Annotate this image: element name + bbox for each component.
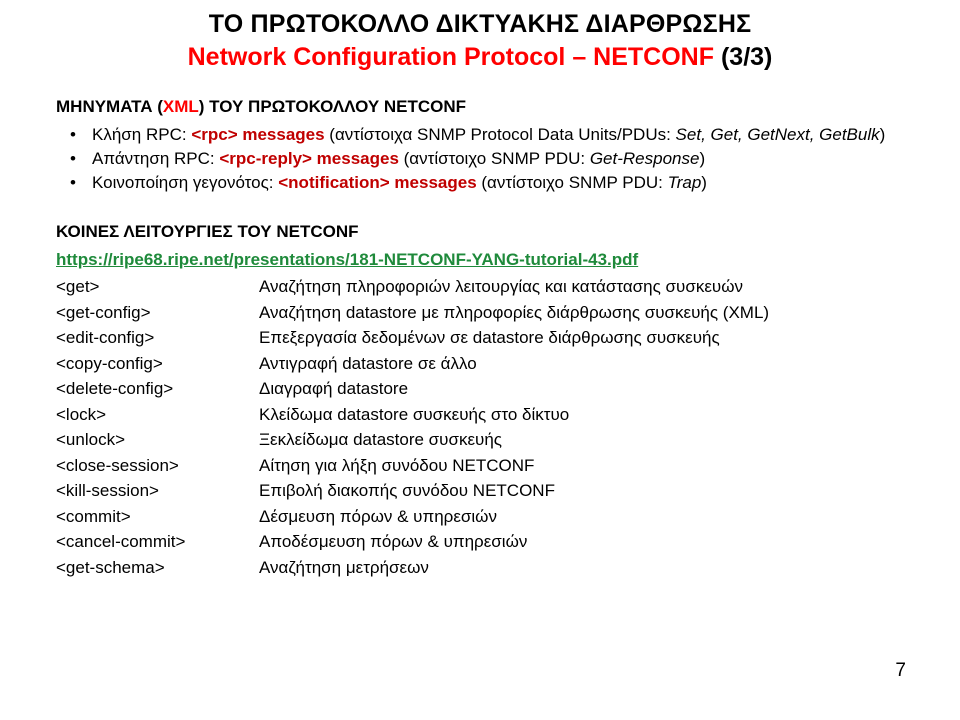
operation-description: Ξεκλείδωμα datastore συσκευής: [259, 430, 502, 449]
messages-heading-xml: XML: [162, 97, 199, 116]
operation-name: <delete-config>: [56, 379, 174, 398]
operation-name: <cancel-commit>: [56, 532, 186, 551]
list-item: [56, 147, 926, 170]
page-number: 7: [895, 660, 906, 681]
title-protocol-name: Network Configuration Protocol – NETCONF: [187, 43, 715, 71]
bullet-dot-icon: •: [70, 149, 76, 168]
messages-heading-post: ) ΤΟΥ ΠΡΩΤΟΚΟΛΛΟΥ NETCONF: [198, 97, 467, 116]
bullet-message-tag: <rpc> messages: [191, 125, 325, 144]
bullet-tail-italic: Trap: [667, 173, 702, 192]
operation-description: Διαγραφή datastore: [259, 379, 409, 398]
operation-name: <kill-session>: [56, 481, 159, 500]
operation-name: <close-session>: [56, 455, 179, 475]
table-row: [56, 274, 769, 300]
bullet-message-tag: <rpc-reply> messages: [219, 149, 399, 168]
bullet-tail-post: ): [699, 149, 706, 168]
bullet-tail-italic: Get-Response: [589, 149, 700, 168]
table-row: [56, 478, 769, 504]
netconf-yang-tutorial-link[interactable]: https://ripe68.ripe.net/presentations/181-NETCONF-YANG-tutorial-43.pdf: [56, 250, 639, 269]
title-line-english: [0, 40, 960, 74]
operation-name: <copy-config>: [56, 353, 163, 373]
messages-heading-pre: ΜΗΝΥΜΑΤΑ (: [56, 97, 163, 116]
messages-bullet-list: [56, 123, 926, 194]
table-row: [56, 555, 769, 581]
operation-description: Κλείδωμα datastore συσκευής στο δίκτυο: [259, 404, 570, 424]
operation-name: <lock>: [56, 404, 107, 424]
operation-name: <get-schema>: [56, 557, 165, 577]
operation-description: Επεξεργασία δεδομένων σε datastore διάρθρωσης συσκευής: [259, 328, 720, 347]
operation-description: Δέσμευση πόρων & υπηρεσιών: [259, 506, 497, 526]
section-spacer: [56, 195, 926, 221]
bullet-tail-pre: (αντίστοιχο SNMP PDU:: [476, 173, 668, 192]
operation-name: <commit>: [56, 506, 131, 526]
operation-description: Αναζήτηση πληροφοριών λειτουργίας και κατάστασης συσκευών: [259, 277, 743, 296]
bullet-dot-icon: •: [70, 173, 76, 192]
bullet-tail-post: ): [879, 125, 886, 144]
operation-name: <edit-config>: [56, 328, 155, 347]
slide-body: [56, 96, 926, 580]
table-row: [56, 529, 769, 555]
operation-description: Αναζήτηση μετρήσεων: [259, 557, 429, 577]
bullet-tail-pre: (αντίστοιχα SNMP Protocol Data Units/PDUs:: [324, 125, 676, 144]
bullet-lead: Κοινοποίηση γεγονότος:: [92, 173, 279, 192]
table-row: [56, 325, 769, 351]
bullet-message-tag: <notification> messages: [278, 173, 477, 192]
operation-description: Αίτηση για λήξη συνόδου NETCONF: [259, 455, 535, 475]
bullet-lead: Απάντηση RPC:: [92, 149, 220, 168]
table-row: [56, 300, 769, 326]
slide-title: [0, 8, 960, 74]
operation-description: Επιβολή διακοπής συνόδου NETCONF: [259, 481, 555, 500]
title-part-counter: (3/3): [720, 43, 773, 71]
bullet-lead: Κλήση RPC:: [92, 125, 192, 144]
bullet-dot-icon: •: [70, 125, 76, 144]
messages-section-heading: [56, 96, 926, 118]
operation-description: Αποδέσμευση πόρων & υπηρεσιών: [259, 532, 528, 551]
netconf-operations-table: [56, 274, 769, 580]
list-item: [56, 123, 926, 146]
operation-name: <unlock>: [56, 430, 125, 449]
bullet-tail-italic: Set, Get, GetNext, GetBulk: [675, 125, 880, 144]
operation-name: <get-config>: [56, 302, 151, 322]
table-row: [56, 376, 769, 402]
table-row: [56, 453, 769, 479]
operation-description: Αντιγραφή datastore σε άλλο: [259, 353, 477, 373]
operation-description: Αναζήτηση datastore με πληροφορίες διάρθρωσης συσκευής (XML): [259, 302, 770, 322]
list-item: [56, 171, 926, 194]
table-row: [56, 427, 769, 453]
table-row: [56, 504, 769, 530]
operations-section-heading: ΚΟΙΝΕΣ ΛΕΙΤΟΥΡΓΙΕΣ ΤΟΥ NETCONF: [56, 222, 359, 241]
operation-name: <get>: [56, 277, 100, 296]
table-row: [56, 402, 769, 428]
bullet-tail-post: ): [701, 173, 707, 192]
bullet-tail-pre: (αντίστοιχο SNMP PDU:: [398, 149, 590, 168]
table-row: [56, 351, 769, 377]
title-line-greek: ΤΟ ΠΡΩΤΟΚΟΛΛΟ ΔΙΚΤΥΑΚΗΣ ΔΙΑΡΘΡΩΣΗΣ: [208, 10, 752, 38]
